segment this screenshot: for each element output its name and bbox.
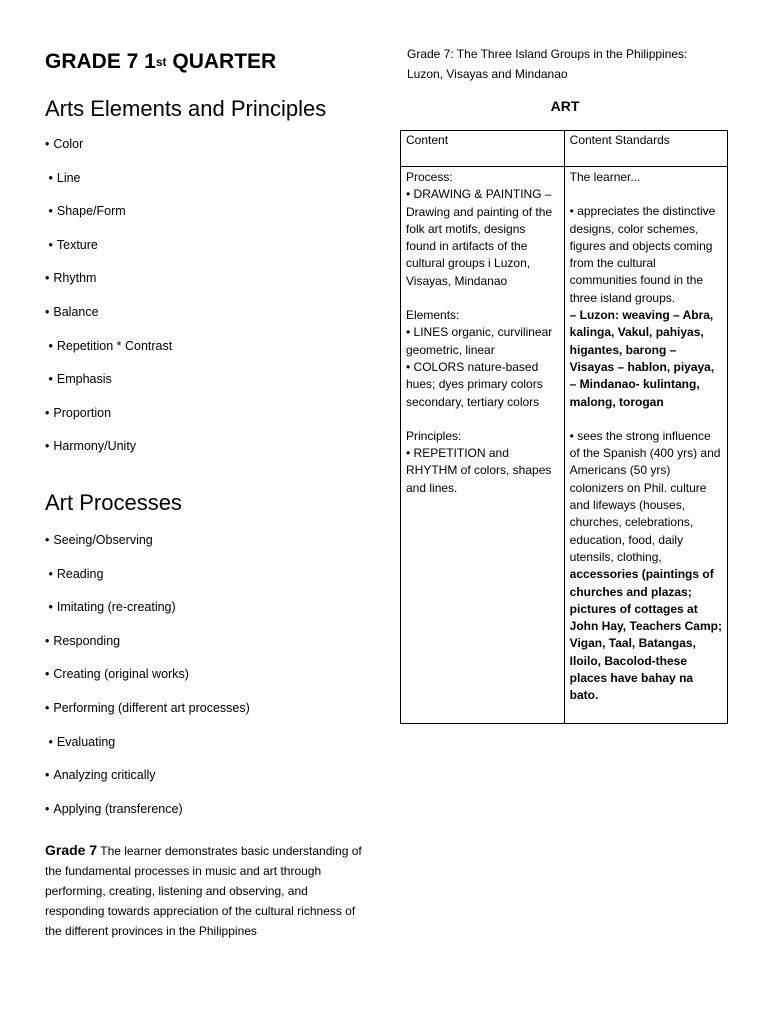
list-item: • Line xyxy=(48,170,81,185)
table-header-row xyxy=(401,131,728,167)
standards-item-regions: – Luzon: weaving – Abra, kalinga, Vakul, pahiyas, higantes, barong – Visayas – hablon, piyaya, – Mindanao- kulintang, malong, torogan xyxy=(569,308,715,409)
list-item: • Repetition * Contrast xyxy=(48,338,173,353)
process-label: Process: xyxy=(406,170,453,184)
bullet-icon: • xyxy=(45,768,50,783)
bullet-icon: • xyxy=(48,372,53,387)
list-item: • Creating (original works) xyxy=(45,667,189,682)
list-item: • Reading xyxy=(48,566,104,581)
standards-item-appreciates: • appreciates the distinctive designs, color schemes, figures and objects coming from the cultural communities found in the three island groups. xyxy=(569,204,716,305)
bullet-icon: • xyxy=(45,532,50,547)
bullet-icon: • xyxy=(48,338,53,353)
summary-lead: Grade 7 xyxy=(45,842,98,859)
bullet-icon: • xyxy=(45,700,50,715)
summary-text: The learner demonstrates basic understanding of the fundamental processes in music and art through performing, creating, listening and observing, and responding towards appreciation of the cultural richness of the different provinces in the Philippines xyxy=(45,844,362,939)
right-header xyxy=(407,44,730,84)
left-column xyxy=(45,48,365,953)
right-column xyxy=(400,44,730,724)
principles-label: Principles: xyxy=(406,428,462,443)
list-item: • Evaluating xyxy=(48,734,116,749)
processes-list xyxy=(45,532,365,834)
elements-item-colors: • COLORS nature-based hues; dyes primary colors secondary, tertiary colors xyxy=(406,359,543,409)
content-cell xyxy=(401,167,565,724)
content-table xyxy=(400,130,728,724)
list-item: • Rhythm xyxy=(45,271,97,286)
list-item: • Applying (transference) xyxy=(45,801,183,816)
bullet-icon: • xyxy=(45,633,50,648)
table-row xyxy=(401,167,728,724)
list-item: • Texture xyxy=(48,237,98,252)
bullet-icon: • xyxy=(48,237,53,252)
bullet-icon: • xyxy=(45,667,50,682)
title-suffix: QUARTER xyxy=(166,50,277,73)
bullet-icon: • xyxy=(45,304,50,319)
bullet-icon: • xyxy=(45,405,50,420)
standards-item-influence: • sees the strong influence of the Spanish (400 yrs) and Americans (50 yrs) colonizers on Phil. culture and lifeways (houses, churches, celebrations, education, food, daily utensils, clothing, xyxy=(569,428,721,564)
bullet-icon: • xyxy=(45,271,50,286)
list-item: • Performing (different art processes) xyxy=(45,700,250,715)
list-item: • Balance xyxy=(45,304,99,319)
bullet-icon: • xyxy=(48,734,53,749)
right-header-line2: Luzon, Visayas and Mindanao xyxy=(407,67,568,81)
column-header-standards: Content Standards xyxy=(564,131,727,167)
list-item: • Imitating (re-creating) xyxy=(48,600,176,615)
grade-summary xyxy=(45,840,365,941)
elements-label: Elements: xyxy=(406,308,460,323)
art-label: ART xyxy=(550,98,580,114)
list-item: • Responding xyxy=(45,633,121,648)
right-header-line1: Grade 7: The Three Island Groups in the Philippines: xyxy=(407,47,688,61)
list-item: • Proportion xyxy=(45,405,112,420)
elements-list xyxy=(45,136,365,472)
standards-item-places: accessories (paintings of churches and plazas; pictures of cottages at John Hay, Teachers Camp; Vigan, Taal, Batangas, Iloilo, Bacolod-these places have bahay na bato. xyxy=(569,567,722,703)
list-item: • Color xyxy=(45,137,84,151)
principles-item: • REPETITION and RHYTHM of colors, shapes and lines. xyxy=(406,446,552,495)
bullet-icon: • xyxy=(45,137,50,151)
elements-heading: Arts Elements and Principles xyxy=(45,96,327,121)
processes-heading: Art Processes xyxy=(45,489,182,515)
list-item: • Harmony/Unity xyxy=(45,439,137,454)
title-superscript: st xyxy=(155,55,167,69)
standards-intro: The learner... xyxy=(569,170,641,184)
bullet-icon: • xyxy=(48,204,53,219)
column-header-content: Content xyxy=(401,131,565,167)
bullet-icon: • xyxy=(48,566,53,581)
bullet-icon: • xyxy=(45,439,50,454)
bullet-icon: • xyxy=(45,801,50,816)
list-item: • Seeing/Observing xyxy=(45,532,153,547)
bullet-icon: • xyxy=(48,170,53,185)
title-text: GRADE 7 1 xyxy=(45,50,156,73)
list-item: • Analyzing critically xyxy=(45,768,156,783)
page-title xyxy=(45,48,365,76)
list-item: • Emphasis xyxy=(48,372,112,387)
process-item: • DRAWING & PAINTING – Drawing and painting of the folk art motifs, designs found in artifacts of the cultural groups i Luzon, Visayas, Mindanao xyxy=(406,187,553,288)
bullet-icon: • xyxy=(48,600,53,615)
elements-item-lines: • LINES organic, curvilinear geometric, linear xyxy=(406,325,553,357)
list-item: • Shape/Form xyxy=(48,204,126,219)
standards-cell xyxy=(564,167,727,724)
